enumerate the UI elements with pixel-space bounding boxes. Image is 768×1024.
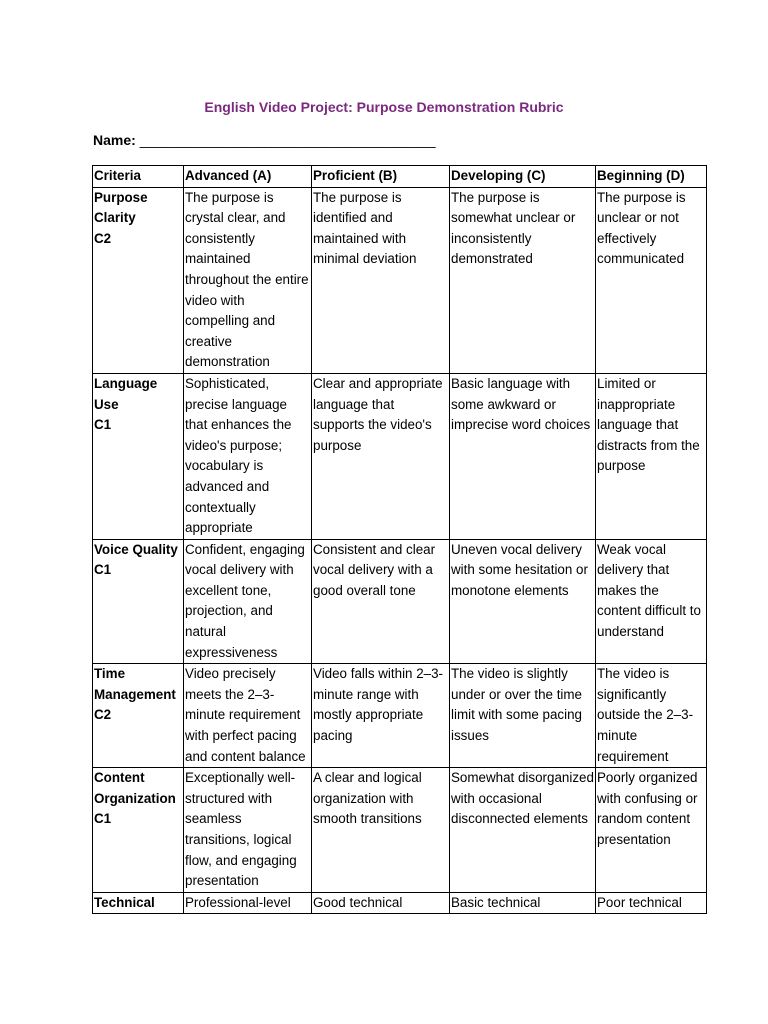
criteria-label: Language Use — [94, 375, 158, 412]
beginning-cell: Poorly organized with confusing or random content presentation — [596, 768, 707, 893]
advanced-cell: Confident, engaging vocal delivery with excellent tone, projection, and natural expressiveness — [184, 539, 312, 664]
proficient-cell: Consistent and clear vocal delivery with a good overall tone — [312, 539, 450, 664]
name-field — [93, 132, 436, 148]
proficient-cell: A clear and logical organization with smooth transitions — [312, 768, 450, 893]
table-row — [93, 768, 707, 893]
document-title: English Video Project: Purpose Demonstration Rubric — [204, 99, 564, 115]
proficient-cell: Clear and appropriate language that supports the video's purpose — [312, 373, 450, 539]
header-developing: Developing (C) — [450, 166, 596, 188]
advanced-cell: Sophisticated, precise language that enhances the video's purpose; vocabulary is advanced and contextually appropriate — [184, 373, 312, 539]
advanced-cell: The purpose is crystal clear, and consistently maintained throughout the entire video with compelling and creative demonstration — [184, 187, 312, 373]
advanced-cell: Video precisely meets the 2–3-minute requirement with perfect pacing and content balance — [184, 664, 312, 768]
table-row — [93, 373, 707, 539]
developing-cell: Somewhat disorganized with occasional disconnected elements — [450, 768, 596, 893]
table-row — [93, 539, 707, 664]
criteria-code: C2 — [94, 230, 112, 246]
beginning-cell: The video is significantly outside the 2–3-minute requirement — [596, 664, 707, 768]
criteria-cell — [93, 768, 184, 893]
criteria-code: C1 — [94, 562, 112, 578]
developing-cell: Basic technical — [450, 892, 596, 914]
name-label: Name: — [93, 132, 136, 148]
proficient-cell: Good technical — [312, 892, 450, 914]
criteria-label: Voice Quality — [94, 541, 178, 557]
advanced-cell: Exceptionally well-structured with seamless transitions, logical flow, and engaging presentation — [184, 768, 312, 893]
rubric-table — [92, 165, 707, 914]
proficient-cell: Video falls within 2–3-minute range with mostly appropriate pacing — [312, 664, 450, 768]
name-blank-line: ______________________________________ — [139, 132, 436, 148]
header-beginning: Beginning (D) — [596, 166, 707, 188]
criteria-code: C1 — [94, 417, 112, 433]
criteria-label: Content Organization — [94, 770, 176, 806]
criteria-cell — [93, 664, 184, 768]
advanced-cell: Professional-level — [184, 892, 312, 914]
beginning-cell: Weak vocal delivery that makes the content difficult to understand — [596, 539, 707, 664]
criteria-cell — [93, 892, 184, 914]
beginning-cell: Poor technical — [596, 892, 707, 914]
header-advanced: Advanced (A) — [184, 166, 312, 188]
developing-cell: The video is slightly under or over the time limit with some pacing issues — [450, 664, 596, 768]
table-row — [93, 187, 707, 373]
proficient-cell: The purpose is identified and maintained with minimal deviation — [312, 187, 450, 373]
table-row — [93, 892, 707, 914]
criteria-cell — [93, 187, 184, 373]
developing-cell: The purpose is somewhat unclear or inconsistently demonstrated — [450, 187, 596, 373]
header-row — [93, 166, 707, 188]
table-row — [93, 664, 707, 768]
header-criteria: Criteria — [93, 166, 184, 188]
criteria-cell — [93, 373, 184, 539]
developing-cell: Basic language with some awkward or imprecise word choices — [450, 373, 596, 539]
criteria-code: C1 — [94, 811, 112, 827]
beginning-cell: Limited or inappropriate language that distracts from the purpose — [596, 373, 707, 539]
beginning-cell: The purpose is unclear or not effectively communicated — [596, 187, 707, 373]
header-proficient: Proficient (B) — [312, 166, 450, 188]
criteria-label: Technical — [94, 894, 155, 910]
criteria-code: C2 — [94, 707, 112, 723]
criteria-label: Time Management — [94, 666, 176, 702]
criteria-label: Purpose Clarity — [94, 189, 148, 226]
developing-cell: Uneven vocal delivery with some hesitation or monotone elements — [450, 539, 596, 664]
criteria-cell — [93, 539, 184, 664]
